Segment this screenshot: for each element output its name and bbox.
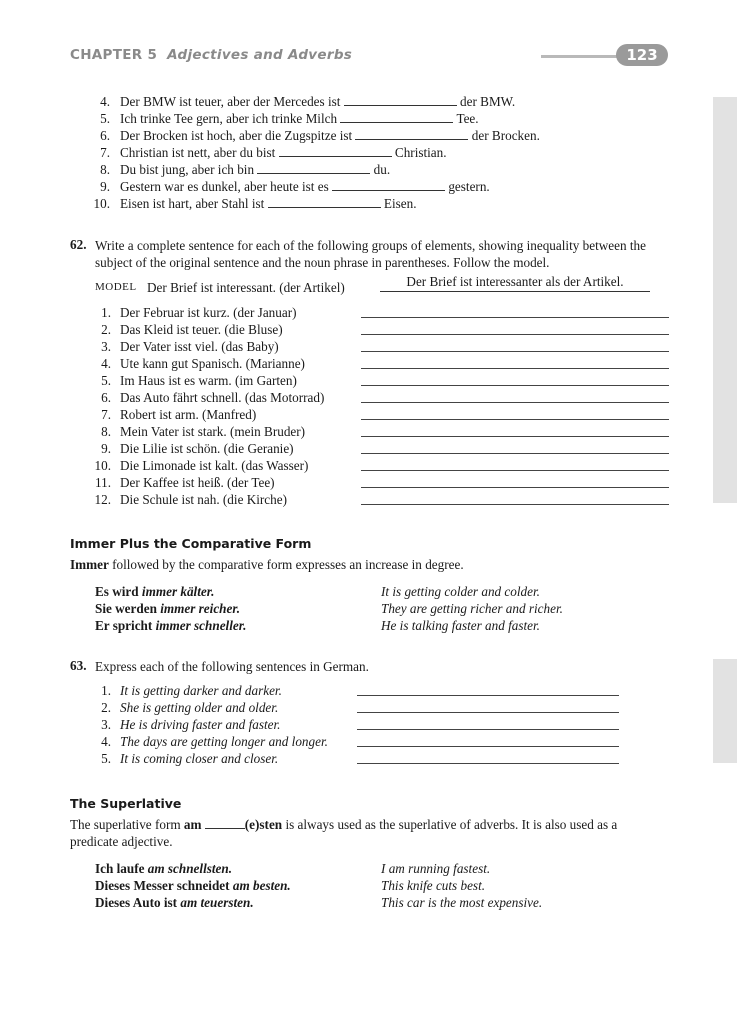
answer-line[interactable] [361,453,669,454]
page-number: 123 [616,44,668,66]
answer-line[interactable] [361,504,669,505]
answer-line[interactable] [357,763,619,764]
exercise-instruction: Express each of the following sentences in German. [95,659,369,674]
item-number: 5. [101,373,111,388]
model-prompt: Der Brief ist interessant. (der Artikel) [147,280,345,295]
answer-line[interactable] [361,436,669,437]
example-english: This car is the most expensive. [381,895,543,910]
item-number: 5. [101,751,111,766]
example-english: It is getting colder and colder. [381,584,540,599]
item-text: It is coming closer and closer. [120,751,279,766]
model-label: MODEL [95,281,137,293]
item-text: Die Lilie ist schön. (die Geranie) [120,441,294,456]
answer-line[interactable] [361,368,669,369]
answer-line[interactable] [357,746,619,747]
answer-line[interactable] [361,351,669,352]
chapter-title: Adjectives and Adverbs [167,47,353,63]
example-german: Er spricht immer schneller. [95,618,247,633]
item-number: 8. [101,424,111,439]
form-blank [205,818,245,829]
item-number: 4. [101,356,111,371]
item-number: 5. [100,111,110,126]
item-text: Der BMW ist teuer, aber der Mercedes ist der BMW. [120,94,516,109]
answer-line[interactable] [361,317,669,318]
answer-blank[interactable] [257,162,370,174]
section-heading: Immer Plus the Comparative Form [70,536,312,551]
item-text: Der Februar ist kurz. (der Januar) [120,305,297,320]
answer-blank[interactable] [340,111,453,123]
item-text: Der Kaffee ist heiß. (der Tee) [120,475,275,490]
item-number: 2. [101,322,111,337]
item-text: Eisen ist hart, aber Stahl ist Eisen. [120,196,417,211]
answer-line[interactable] [361,334,669,335]
example-german: Sie werden immer reicher. [95,601,241,616]
answer-line[interactable] [357,729,619,730]
item-number: 8. [100,162,110,177]
item-text: Mein Vater ist stark. (mein Bruder) [120,424,306,439]
item-text: She is getting older and older. [120,700,279,715]
item-number: 7. [101,407,111,422]
section-intro: Immer followed by the comparative form expresses an increase in degree. [70,557,464,572]
chapter-header [70,47,352,63]
item-number: 7. [100,145,110,160]
exercise-instruction: Write a complete sentence for each of the following groups of elements, showing inequality between the subject of the original sentence and the noun phrase in parentheses. Follow the model. [95,238,646,270]
item-number: 6. [101,390,111,405]
answer-blank[interactable] [355,128,468,140]
example-english: They are getting richer and richer. [381,601,563,616]
side-tab [713,97,737,503]
item-text: Gestern war es dunkel, aber heute ist es gestern. [120,179,490,194]
item-text: Das Auto fährt schnell. (das Motorrad) [120,390,325,405]
example-english: This knife cuts best. [381,878,486,893]
item-text: It is getting darker and darker. [120,683,282,698]
item-text: Das Kleid ist teuer. (die Bluse) [120,322,283,337]
item-text: Die Schule ist nah. (die Kirche) [120,492,287,507]
example-german: Es wird immer kälter. [95,584,215,599]
item-number: 10. [94,458,111,473]
exercise-number: 62. [70,237,87,252]
item-number: 6. [100,128,110,143]
answer-blank[interactable] [279,145,392,157]
section-intro: The superlative form am (e)sten is always used as the superlative of adverbs. It is also used as a predicate adjective. [70,817,618,849]
item-text: Du bist jung, aber ich bin du. [120,162,391,177]
item-text: The days are getting longer and longer. [120,734,328,749]
example-english: He is talking faster and faster. [381,618,540,633]
example-german: Dieses Auto ist am teuersten. [95,895,254,910]
answer-blank[interactable] [268,196,381,208]
item-number: 4. [101,734,111,749]
item-number: 3. [101,717,111,732]
answer-blank[interactable] [332,179,445,191]
item-text: Der Brocken ist hoch, aber die Zugspitze ist der Brocken. [120,128,540,143]
item-text: He is driving faster and faster. [120,717,281,732]
item-number: 11. [95,475,111,490]
side-tab [713,659,737,763]
answer-line[interactable] [361,402,669,403]
answer-line[interactable] [361,419,669,420]
item-number: 1. [101,683,111,698]
item-text: Christian ist nett, aber du bist Christian. [120,145,447,160]
item-number: 9. [101,441,111,456]
answer-line[interactable] [357,712,619,713]
item-number: 12. [94,492,111,507]
item-text: Robert ist arm. (Manfred) [120,407,257,422]
answer-line[interactable] [357,695,619,696]
item-number: 2. [101,700,111,715]
item-number: 1. [101,305,111,320]
example-english: I am running fastest. [381,861,491,876]
item-text: Ute kann gut Spanisch. (Marianne) [120,356,305,371]
example-german: Dieses Messer schneidet am besten. [95,878,291,893]
item-text: Im Haus ist es warm. (im Garten) [120,373,297,388]
answer-line[interactable] [361,487,669,488]
item-number: 3. [101,339,111,354]
item-number: 10. [93,196,110,211]
answer-line[interactable] [361,470,669,471]
section-heading: The Superlative [70,796,182,811]
chapter-label: CHAPTER 5 [70,47,158,63]
answer-line[interactable] [361,385,669,386]
item-text: Die Limonade ist kalt. (das Wasser) [120,458,309,473]
example-german: Ich laufe am schnellsten. [95,861,233,876]
answer-blank[interactable] [344,94,457,106]
exercise-number: 63. [70,658,87,673]
item-number: 4. [100,94,110,109]
item-text: Der Vater isst viel. (das Baby) [120,339,279,354]
model-answer: Der Brief ist interessanter als der Artikel. [380,274,650,292]
item-text: Ich trinke Tee gern, aber ich trinke Milch Tee. [120,111,479,126]
item-number: 9. [100,179,110,194]
